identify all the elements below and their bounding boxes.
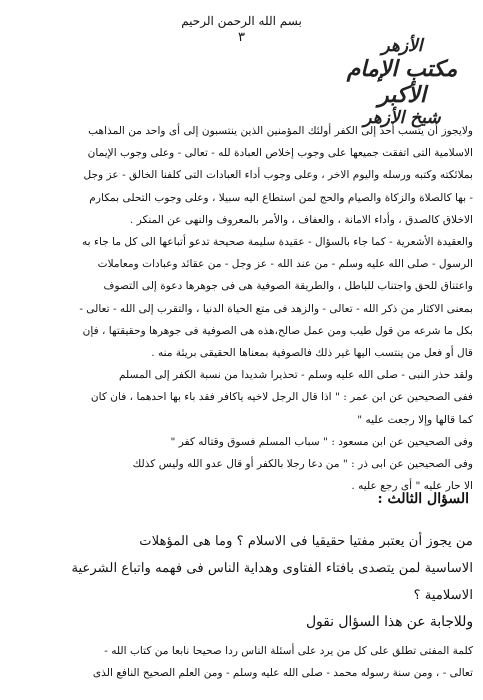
answer-line: كلمة المفتى تطلق على كل من يرد على أسئلة الناس ردا صحيحا نابعا من كتاب الله - [104, 645, 473, 657]
section-heading: السؤال الثالث : [377, 491, 469, 507]
letterhead-line-3: شيخ الأزهر [363, 108, 441, 128]
body-line: بكل ما شرعه من قول طيب ومن عمل صالح،هذه هى الصوفية فى جوهرها وحقيقتها ، فإن [82, 324, 473, 337]
body-paragraphs [10, 120, 473, 497]
body-line: ولقد حذر النبى - صلى الله عليه وسلم - تحذيرا شديدا من نسبة الكفر إلى المسلم [118, 369, 473, 382]
question-line: الاساسية لمن يتصدى بافتاء الفتاوى وهداية الناس فى فهمه واتباع الشرعية [71, 561, 473, 576]
body-line: وفى الصحيحين عن ابن مسعود : " سباب المسلم فسوق وقتاله كفر " [170, 435, 473, 448]
question-block [10, 528, 473, 636]
body-line: بمعنى الاكثار من ذكر الله - تعالى - والزهد فى متع الحياة الدنيا ، والتقرب إلى الله - تعالى - [79, 302, 473, 315]
letterhead-line-2: مكتب الإمام الأكبر [346, 56, 458, 108]
body-line: الاسلامية التى اتفقت جميعها على وجوب إخلاص العبادة لله - تعالى - وعلى وجوب الإيمان [87, 147, 473, 160]
answer-line: تعالى - ، ومن سنة رسوله محمد - صلى الله عليه وسلم - ومن العلم الصحيح النافع الذى [92, 667, 473, 679]
body-line: الا حار عليه " أى رجع عليه . [351, 480, 473, 493]
answer-paragraph [10, 640, 473, 684]
letterhead-stamp [327, 36, 477, 128]
body-line: والعقيدة الأشعرية - كما جاء بالسؤال - عقيدة سليمة صحيحة تدعو أتباعها الى كل ما جاء به [82, 236, 473, 249]
letterhead-line-1: الأزهر [381, 36, 423, 56]
body-line: ولايجوز أن يتسب أحد إلى الكفر أولئك المؤمنين الذين ينتسبون إلى أى واحد من المذاهب [88, 125, 473, 137]
body-line: كما قالها وإلا رجعت عليه " [357, 413, 473, 426]
body-line: ففى الصحيحين عن ابن عمر : " اذا قال الرجل لاخيه ياكافر فقد باء بها احدهما ، فان كان [90, 391, 473, 404]
body-line: الاخلاق كالصدق ، وأداء الامانة ، والعفاف ، والأمر بالمعروف والنهى عن المنكر . [129, 213, 473, 226]
question-line: من يجوز أن يعتبر مفتيا حقيقيا فى الاسلام ؟ وما هى المؤهلات [139, 534, 473, 549]
basmala-heading: بسم الله الرحمن الرحيم [181, 14, 302, 28]
question-line: الاسلامية ؟ [413, 588, 473, 603]
body-line: الرسول - صلى الله عليه وسلم - من عند الله - عز وجل - من عقائد وعبادات ومعاملات [97, 258, 473, 271]
body-line: - بها كالصلاة والزكاة والصيام والحج لمن استطاع اليه سبيلا ، وعلى وجوب التحلى بمكارم [89, 191, 473, 204]
body-line: واعتناق للحق واجتناب للباطل ، والطريقة الصوفية هى فى جوهرها دعوة إلى التصوف [103, 280, 473, 293]
answer-intro: وللاجابة عن هذا السؤال نقول [306, 614, 473, 630]
body-line: وفى الصحيحين عن ابى ذر : " من دعا رجلا بالكفر أو قال عدو الله وليس كذلك [132, 458, 473, 471]
body-line: بملائكته وكتبه ورسله واليوم الاخر ، وعلى وجوب أداء العبادات التى كلفنا الخالق - عز وجل [83, 169, 473, 182]
body-line: قال أو فعل من ينتسب اليها غير ذلك فالصوفية بمعناها الحقيقى بريئة منه . [151, 347, 473, 360]
page-number: ٣ [238, 30, 245, 45]
